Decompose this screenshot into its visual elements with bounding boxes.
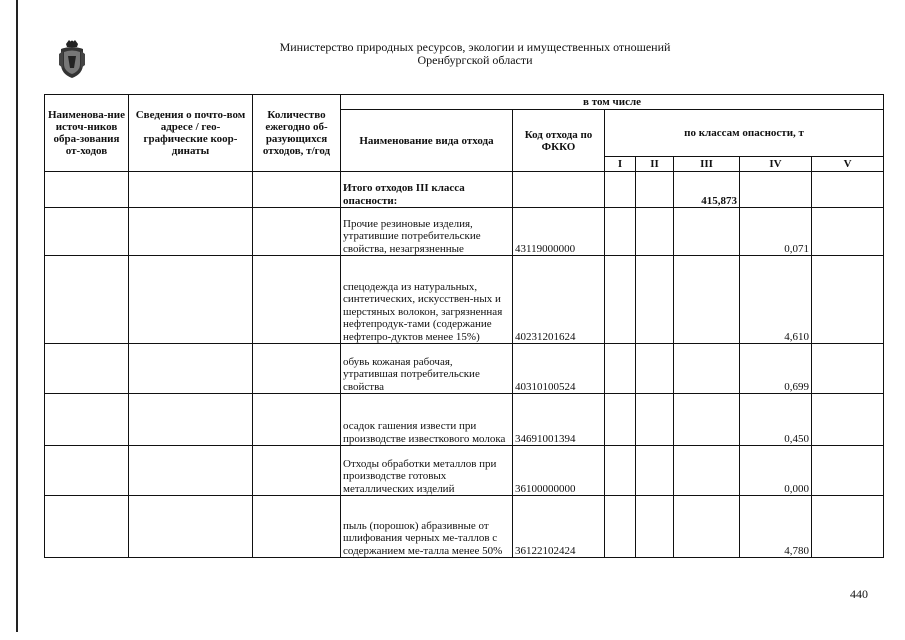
table-row xyxy=(45,256,884,344)
waste-code: 36122102424 xyxy=(513,496,605,558)
table-row xyxy=(45,446,884,496)
waste-name: Отходы обработки металлов при производстве готовых металлических изделий xyxy=(341,446,513,496)
table-row xyxy=(45,344,884,394)
total-class3-value: 415,873 xyxy=(674,172,740,208)
header-address: Сведения о почто-вом адресе / гео-графические коор-динаты xyxy=(129,95,253,172)
table-row xyxy=(45,394,884,446)
table-row xyxy=(45,496,884,558)
header-class-1: I xyxy=(605,157,636,172)
header-by-class: по классам опасности, т xyxy=(605,110,884,157)
waste-code: 40310100524 xyxy=(513,344,605,394)
waste-name: спецодежда из натуральных, синтетических, искусствен-ных и шерстяных волокон, загрязненная нефтепродук-тами (содержание нефтепро-дуктов менее 15%) xyxy=(341,256,513,344)
class4-value: 4,610 xyxy=(740,256,812,344)
header-waste-name: Наименование вида отхода xyxy=(341,110,513,172)
header-fkko-code: Код отхода по ФККО xyxy=(513,110,605,172)
waste-code: 36100000000 xyxy=(513,446,605,496)
header-class-2: II xyxy=(636,157,674,172)
ministry-line-1: Министерство природных ресурсов, экологии и имущественных отношений xyxy=(279,40,671,54)
orenburg-coat-of-arms-icon xyxy=(57,38,87,80)
class4-value: 0,699 xyxy=(740,344,812,394)
total-row xyxy=(45,172,884,208)
ministry-header xyxy=(260,41,690,67)
header-source: Наименова-ние источ-ников обра-зования от-ходов xyxy=(45,95,129,172)
waste-name: Прочие резиновые изделия, утратившие потребительские свойства, незагрязненные xyxy=(341,208,513,256)
waste-code: 34691001394 xyxy=(513,394,605,446)
ministry-line-2: Оренбургской области xyxy=(417,53,533,67)
table-row xyxy=(45,208,884,256)
class4-value: 0,000 xyxy=(740,446,812,496)
waste-code: 43119000000 xyxy=(513,208,605,256)
left-margin-line xyxy=(16,0,18,632)
waste-code: 40231201624 xyxy=(513,256,605,344)
waste-name: обувь кожаная рабочая, утратившая потребительские свойства xyxy=(341,344,513,394)
header-class-3: III xyxy=(674,157,740,172)
waste-name: осадок гашения извести при производстве известкового молока xyxy=(341,394,513,446)
waste-name: пыль (порошок) абразивные от шлифования черных ме-таллов с содержанием ме-талла менее 50% xyxy=(341,496,513,558)
header-including: в том числе xyxy=(341,95,884,110)
waste-table xyxy=(44,94,884,558)
class4-value: 0,071 xyxy=(740,208,812,256)
page-number: 440 xyxy=(850,587,868,601)
header-class-5: V xyxy=(812,157,884,172)
header-class-4: IV xyxy=(740,157,812,172)
class4-value: 4,780 xyxy=(740,496,812,558)
total-label: Итого отходов III класса опасности: xyxy=(341,172,513,208)
header-quantity: Количество ежегодно об-разующихся отходов, т/год xyxy=(253,95,341,172)
class4-value: 0,450 xyxy=(740,394,812,446)
